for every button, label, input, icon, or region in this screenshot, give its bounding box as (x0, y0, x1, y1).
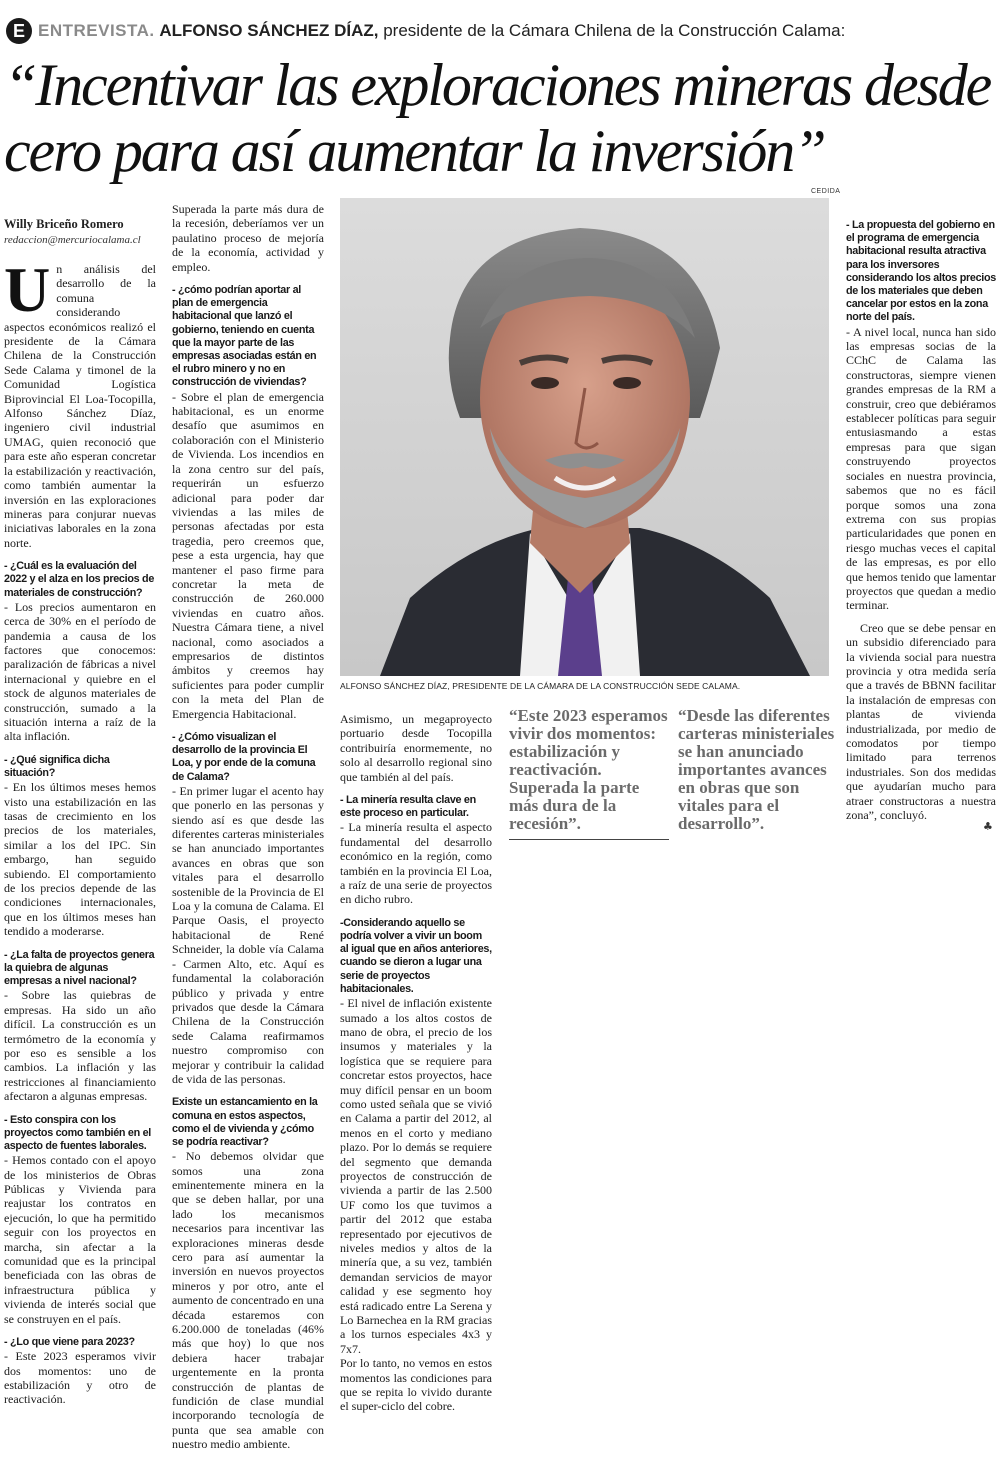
question: - ¿Cómo visualizan el desarrollo de la provincia El Loa, y por ende de la comuna de Calama? (172, 731, 316, 783)
question: - ¿Lo que viene para 2023? (4, 1336, 135, 1349)
paragraph: Superada la parte más dura de la recesión, deberíamos ver un paulatino proceso de mejoría de la economía, actividad y empleo. (172, 202, 324, 274)
question: - Esto conspira con los proyectos como también en el aspecto de fuentes laborales. (4, 1113, 151, 1152)
answer: - Hemos contado con el apoyo de los ministerios de Obras Públicas y Vivienda para reajustar los contratos en ejecución, lo que ha permitido seguir con los proyectos en marcha, sin afectar a la comunidad que es la principal beneficiada con las obras de infraestructura pública y vivienda de interés social que se construyen en el país. (4, 1153, 156, 1326)
question: - ¿La falta de proyectos genera la quiebra de algunas empresas a nivel nacional? (4, 948, 155, 988)
headline (4, 52, 996, 184)
article-column-3 (340, 712, 492, 1414)
answer: - Los precios aumentaron en cerca de 30% en el período de pandemia a causa de los factores que conocemos: paralización de fábricas a nivel internacional y quiebre en el stock de algunos materiales de construcción, sumado a la situación interna a raíz de la alta inflación. (4, 599, 156, 744)
answer: - Sobre las quiebras de empresas. Ha sido un año difícil. La construcción es un termómetro de la economía y por eso es sensible a los cambios. La inflación y las restricciones al financiamiento afectaron a algunas empresas. (4, 988, 156, 1104)
eye-left (531, 377, 559, 389)
photo-caption: ALFONSO SÁNCHEZ DÍAZ, PRESIDENTE DE LA CÁMARA DE LA CONSTRUCCIÓN SEDE CALAMA. (340, 681, 741, 691)
dropcap: U (4, 254, 51, 325)
portrait-illustration (340, 198, 829, 676)
section-badge: E (6, 18, 32, 44)
end-mark-icon: ♣ (983, 820, 993, 833)
answer: - En primer lugar el acento hay que ponerlo en las personas y siendo así es que desde las diferentes carteras ministeriales se han anunciado importantes avances en obras que son vitales para el desarrollo sostenible de la Provincia de El Loa y la comuna de Calama. El Parque Oasis, el proyecto habitacional de René Schneider, la doble vía Calama - Carmen Alto, etc. Aquí es fundamental la colaboración público y privada y entre privados que desde la Cámara Chilena de la Construcción sede Calama reafirmamos nuestro compromiso con mejorar y contribuir la calidad de vida de las personas. (172, 783, 324, 1086)
kicker-name: ALFONSO SÁNCHEZ DÍAZ, (159, 21, 379, 40)
question: - ¿Cuál es la evaluación del 2022 y el alza en los precios de materiales de construcción? (4, 560, 155, 599)
question: - La propuesta del gobierno en el programa de emergencia habitacional resulta atractiva para los inversores considerando los altos precios de los materiales que deben cancelar por estos en la zona norte del país. (846, 219, 996, 324)
question: Existe un estancamiento en la comuna en estos aspectos, como el de vivienda y ¿cómo se podría reactivar? (172, 1096, 318, 1148)
pull-quote-text: “Desde las diferentes carteras ministeriales se han anunciado importantes avances en obras que son vitales para el desarrollo”. (678, 706, 835, 833)
kicker-label: ENTREVISTA. (38, 21, 155, 40)
pull-quote-2 (678, 707, 838, 833)
intro-text: n análisis del desarrollo de la comuna considerando aspectos económicos realizó el presidente de la Cámara Chilena de la Construcción Sede Calama y timonel de la Comunidad Logística Biprovincial El Loa-Tocopilla, Alfonso Sánchez Díaz, ingeniero civil industrial UMAG, quien reconoció que para este año esperan concretar la estabilización y reactivación, como también aumentar la inversión en las exploraciones mineras para conjurar nuevas iniciativas laborales en la zona norte. (4, 262, 156, 550)
question: -Considerando aquello se podría volver a vivir un boom al igual que en años anteriores, cuando se dieron a lugar una serie de proyectos habitacionales. (340, 916, 492, 995)
headline-line-1: “Incentivar las exploraciones mineras desde (4, 52, 991, 118)
kicker (38, 21, 845, 41)
kicker-role: presidente de la Cámara Chilena de la Construcción Calama: (383, 21, 846, 40)
question: - La minería resulta clave en este proceso en particular. (340, 794, 476, 820)
photo-credit: CEDIDA (811, 188, 841, 195)
pull-quote-text: “Este 2023 esperamos vivir dos momentos: estabilización y reactivación. Superada la parte más dura de la recesión”. (509, 706, 668, 833)
intro-paragraph (4, 254, 156, 550)
byline-email[interactable]: redaccion@mercuriocalama.cl (4, 234, 141, 246)
answer: - Este 2023 esperamos vivir dos momentos: uno de estabilización y otro de reactivación. (4, 1349, 156, 1407)
answer: - Sobre el plan de emergencia habitacional, es un enorme desafío que asumimos en colaboración con el Ministerio de Vivienda. Los incendios en la zona centro sur del país, requerirán un esfuerzo adicional para poder dar viviendas a las miles de personas afectadas por esta tragedia, pero creemos que, pese a esta urgencia, hay que mantener el paso firme para concretar la meta de construcción de 260.000 viviendas en cuatro años. Nuestra Cámara tiene, a nivel nacional, como asociados a empresarios de distintos ámbitos y creemos hay suficientes para poder cumplir con la meta del Plan de Emergencia Habitacional. (172, 389, 324, 721)
portrait-photo (340, 198, 829, 676)
question: - ¿cómo podrían aportar al plan de emergencia habitacional que lanzó el gobierno, teniendo en cuenta que la mayor parte de las empresas asociadas están en el rubro minero y no en construcción de viviendas? (172, 284, 317, 389)
headline-line-2: cero para así aumentar la inversión” (4, 118, 825, 184)
article-header (0, 18, 1000, 52)
byline-author: Willy Briceño Romero (4, 217, 124, 231)
paragraph: Por lo tanto, no vemos en estos momentos las condiciones para que se repita lo vivido durante el super-ciclo del cobre. (340, 1356, 492, 1414)
eye-right (613, 377, 641, 389)
answer: - El nivel de inflación existente sumado a los altos costos de mano de obra, el precio de los insumos y materiales y la logística que se requiere para concretar estos proyectos, hace muy difícil pensar en un boom como usted señala que se vivió en Calama a partir del 2012, al menos en el corto y mediano plazo. Por lo demás se requiere del segmento que demanda proyectos de construcción de vivienda a partir de las 2.500 UF como los que tuvimos a partir del 2012 que estaba representado por ejecutivos de niveles medios y altos de la minería que, a su vez, también demandan servicios de mayor calidad y ese segmento hoy está radicado entre La Serena y Lo Barnechea en la RM gracias a los turnos especiales 4x3 y 7x7. (340, 996, 492, 1356)
answer: - No debemos olvidar que somos una zona eminentemente minera en la que se deben hallar, por una lado los mecanismos necesarios para incentivar las exploraciones mineras desde cero para así aumentar la inversión en nuevos proyectos mineros y por otro, ante el aumento de concentrado en una década estaremos con 6.200.000 de toneladas (46% más que hoy) lo que nos debiera hacer trabajar urgentemente en la pronta construcción de plantas de fundición de clase mundial incorporando tecnología de punta que sea amable con nuestro medio ambiente. (172, 1149, 324, 1452)
article-column-1 (4, 254, 156, 1407)
answer: - En los últimos meses hemos visto una estabilización en las tasas de crecimiento en los precios de los materiales, similar a los del IPC. Sin embargo, han seguido subiendo. El comportamiento de los precios depende de las condiciones internacionales, que en los últimos meses han tendido a moderarse. (4, 780, 156, 939)
pull-quote-rule (509, 839, 669, 840)
article-column-2 (172, 202, 324, 1452)
paragraph: Asimismo, un megaproyecto portuario desde Tocopilla contribuiría enormemente, no solo al desarrollo regional sino que también al del país. (340, 712, 492, 784)
pull-quote-1 (509, 707, 669, 840)
article-column-4 (846, 219, 996, 822)
answer: - La minería resulta el aspecto fundamental del desarrollo económico en la región, como también en la provincia El Loa, a raíz de una serie de proyectos en dicho rubro. (340, 820, 492, 907)
question: - ¿Qué significa dicha situación? (4, 753, 110, 779)
answer: - A nivel local, nunca han sido las empresas socias de la CChC de Calama las constructoras, siempre vienen grandes empresas de la RM a construir, creo que debiéramos establecer políticas para seguir entusiasmando a estas empresas para que sigan construyendo proyectos sociales en nuestra provincia, sabemos que no es fácil porque somos una zona extrema con sus propias particularidades que ponen en riesgo muchas veces el capital de las empresas, es por ello que hemos tenido que lamentar proyectos que quedan a medio terminar. (846, 324, 996, 613)
paragraph: Creo que se debe pensar en un subsidio diferenciado para la vivienda social para nuestra provincia y otra medida sería que a través de BBNN facilitar la instalación de empresas con plantas de vivienda industrializada, por medio de comodatos por tiempo limitado para terrenos industriales. Son dos medidas que ayudarían mucho para atraer constructoras a nuestra zona”, concluyó. (846, 620, 996, 823)
